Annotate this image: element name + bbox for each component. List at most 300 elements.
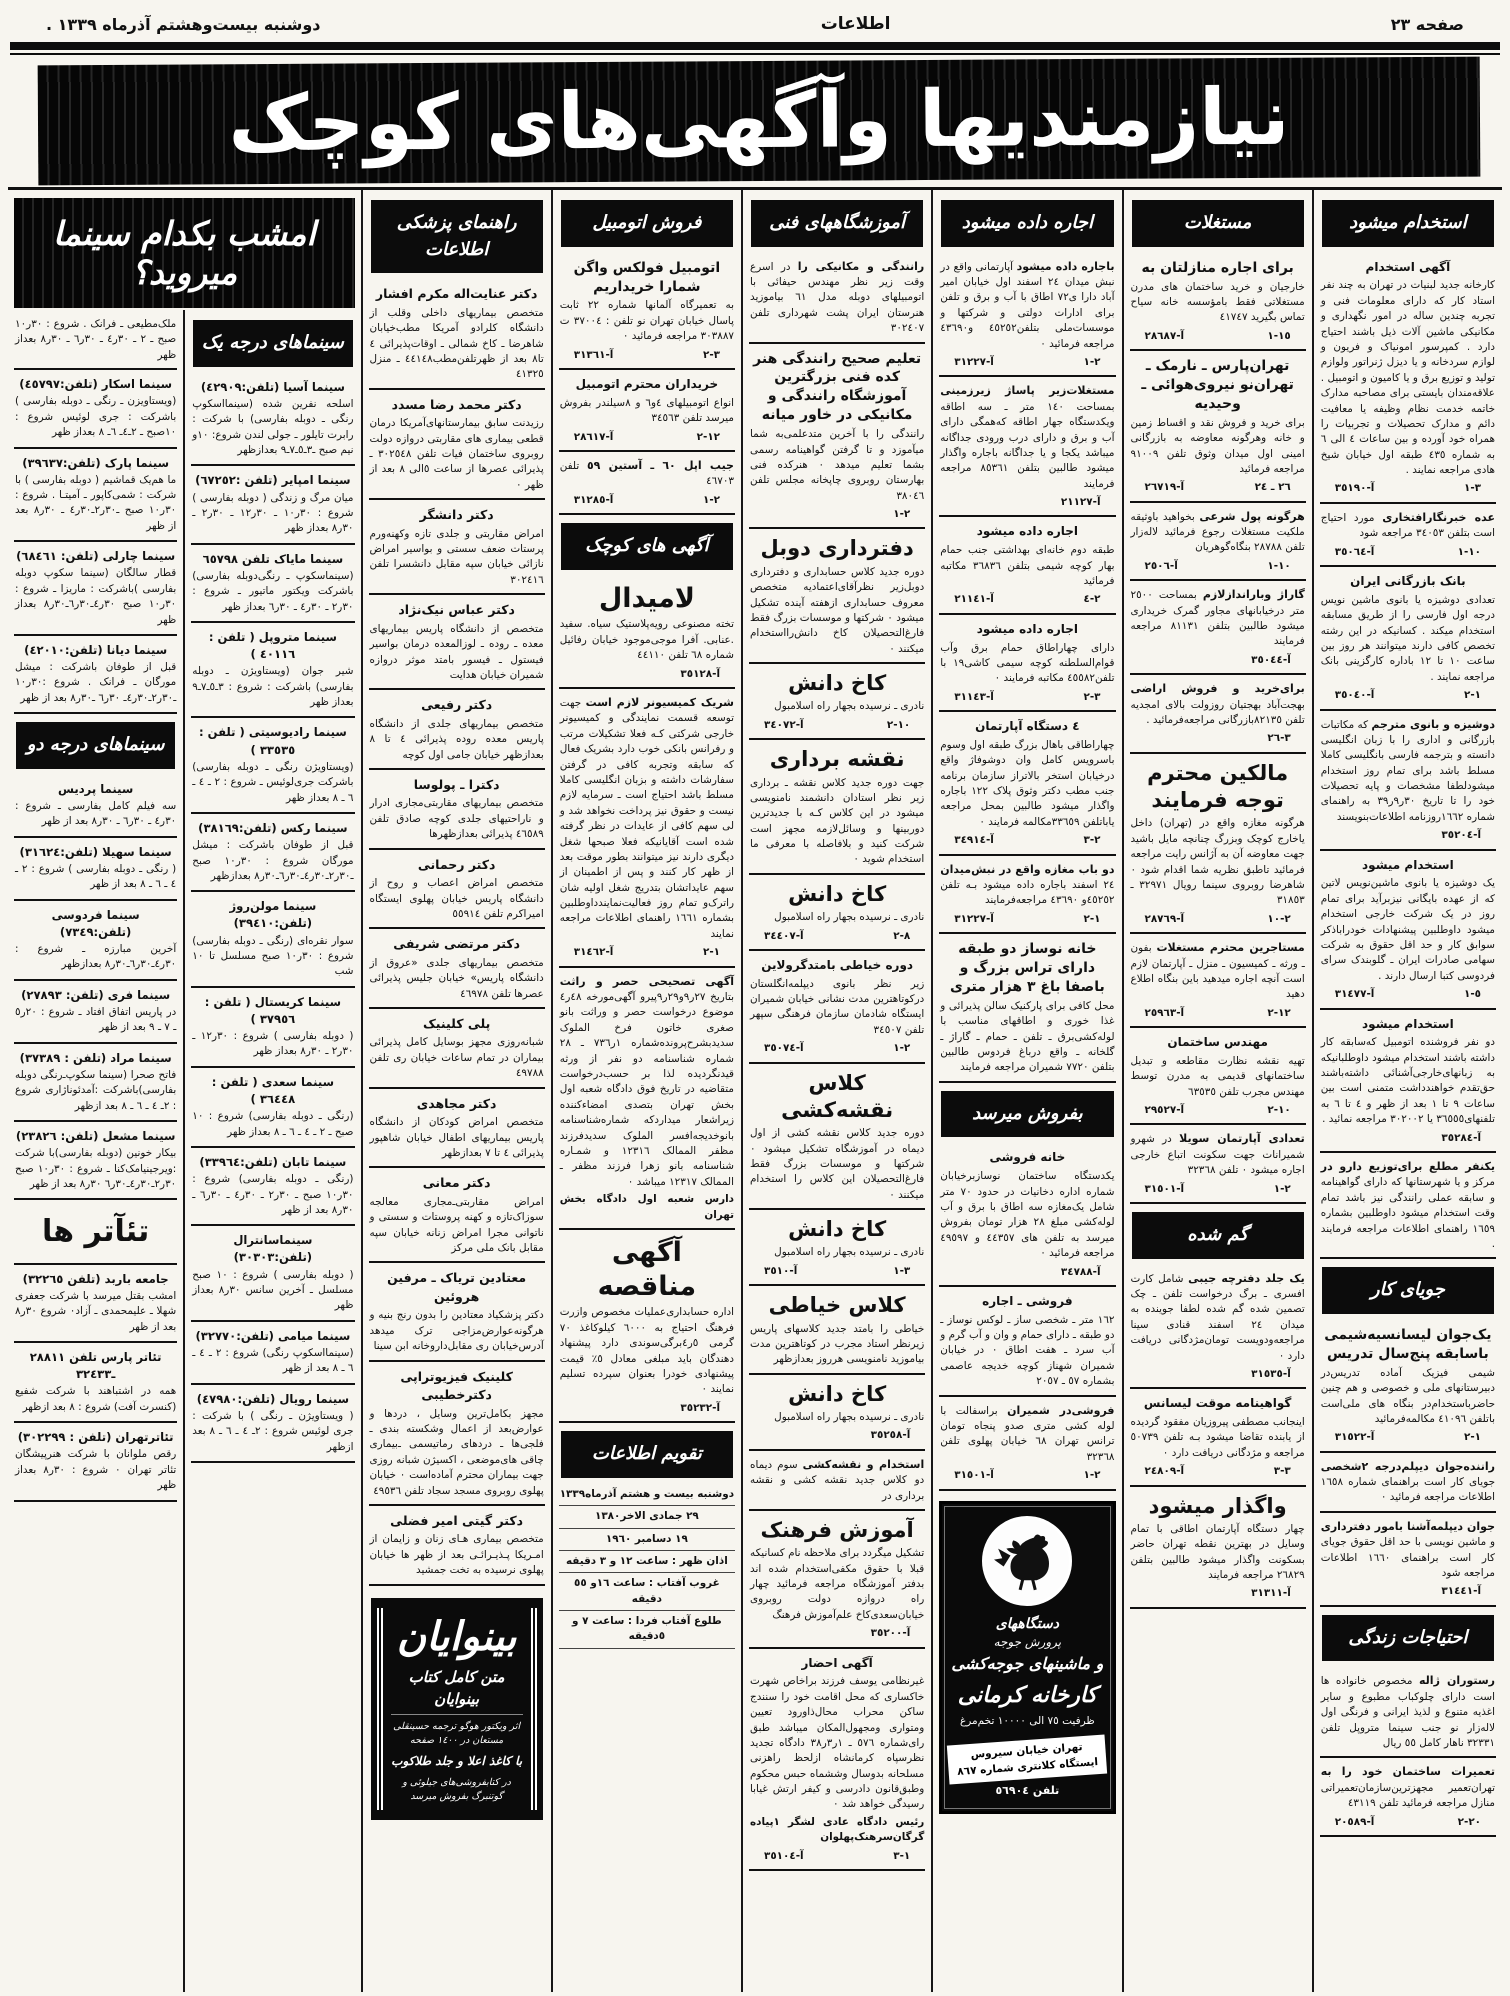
classified-ad (1320, 1513, 1496, 1607)
ad-code-row (1321, 545, 1495, 560)
ad-code: آ-٣٤٤٠٧ (764, 929, 804, 942)
cinema-banner-title: امشب بکدام سینما میروید؟ (52, 214, 316, 292)
ad-title: جوان دیپلمه‌آشنا بامور دفترداری (1320, 1519, 1495, 1533)
cinema-name-line (192, 724, 353, 758)
cinema-film-info: سه فیلم کامل بفارسی ـ شروع : ٣٠ر٤ ـ ٣٠ر٦ ـ ٣٠ر٨ بعد از ظهر (15, 800, 177, 828)
ad-line: دستگاههای (995, 1615, 1059, 1632)
classified-ad (749, 1064, 925, 1211)
ad-body: سوم دیماه دو کلاس جدید نقشه کشی و نقشه برداری در (750, 1458, 925, 1502)
ad-code: آ-٣٥٢٠٤ (1441, 829, 1481, 842)
doctor-listing (369, 500, 545, 595)
book-subtitle: متن کامل کتاب بینوایان (391, 1666, 523, 1715)
cinema-name: سینما فری (107, 987, 171, 1002)
cinema-name: سینما مولن‌روژ (229, 899, 317, 914)
ad-title: کلینیک فیزیوتراپی دکترخطیبی (400, 1368, 513, 1403)
doctor-listing (369, 279, 545, 389)
classified-ad (559, 689, 735, 968)
ad-code-row (1131, 1367, 1305, 1382)
ad-code-row (560, 430, 734, 445)
calendar-line: اذان ظهر : ساعت ١٢ و ٣ دقیقه (559, 1551, 735, 1573)
newspaper-column-cinemas-first-class (185, 310, 360, 1992)
ad-code-row (560, 667, 734, 682)
cinema-name-line (192, 551, 353, 568)
ad-body: به تعمیرگاه آلمانها شماره ٢٢ ثابت پاسال خیابان تهران نو تلفن : ٣٧٠٠٤ ت ٣٠٣٨٨٧ مراجعه فرمائید ٠ (559, 299, 734, 343)
ad-code: آ-٣٤٧٨٨ (1060, 1265, 1101, 1278)
cinema-name: سینما رادیوسیتی (248, 725, 347, 740)
cinema-phone: ( تلفن : ٣٧٩٥٦ ) (204, 994, 296, 1026)
cinema-film-info: (ویستاویژن رنگی ـ دوبله بفارسی) باشرکت جری‌لوئیس ـ شروع : ٢ ـ ٤ ـ ٦ ـ ٨ بعداز ظهر (192, 760, 354, 804)
cinema-phone: (تلفن:٣٨١٦٩) (198, 820, 277, 835)
ad-title: واگذار میشود (1148, 1493, 1287, 1518)
cinema-name-line (192, 994, 353, 1028)
ad-title: اتومبیل فولکس واگن شمارا خریداریم (573, 259, 721, 295)
ad-body: غیرنظامی یوسف فرزند براخاص شهرت خاکساری که محل اقامت خود را سنندج ساکن محراب محال‌ذاورود تعیین ومتواری ومجهول‌المکان میباشد طبق رای‌شماره ٥٧٦ ـ ١ر٣ر٣٨ دادگاه تجدید نظرسپاه کرمانشاه ازلحظ راهزنی مسلحانه بدوسال وششماه حبس محکوم وطبق‌قانون دادرسی و کیفر ارتش غیابا رسیدگی خواهد شد ٠ (750, 1675, 925, 1811)
ad-title: کلاس خیاطی (768, 1293, 906, 1318)
cinema-entry (191, 1068, 354, 1148)
ad-body: نادری ـ نرسیده بجهار راه اسلامبول (774, 1411, 925, 1424)
cinema-film-info: (سینماسکوپ ـ رنگی‌دوبله بفارسی) باشرکت ویکتور ماتیور ـ شروع : ٣٠ر٢ ـ ٣٠ر٤ ـ ٣٠ر٦ بعداز ظهر (192, 569, 354, 613)
ad-title: دکتر محمد رضا مسدد (391, 396, 522, 412)
doctor-listing (369, 595, 545, 690)
classified-ad (749, 344, 925, 530)
ad-body: دوره جدید کلاس نقشه کشی از اول دیماه در آموزشگاه تشکیل میشود ٠ شرکتها و موسسات بزرگ فقط فارغ‌التحصیلان این کلاس را استخدام میکنند ٠ (750, 1127, 925, 1201)
ad-body: متخصص امراض کودکان از دانشگاه پاریس بیماریهای اطفال خیابان شاهپور پذیرائی ٤ تا ٧ بعدازظهر (369, 1116, 544, 1159)
ad-title: یک‌جوان لیسانسیه‌شیمی باسابقه پنج‌سال تدریس (1324, 1326, 1492, 1362)
ad-code-row (1321, 1584, 1495, 1599)
cinema-banner (14, 198, 355, 308)
ad-body: خارجیان و خرید ساختمان های مدرن مستغلاتی فقط بامؤسسه خانه سیاح تماس بگیرید ٤١٧٤٧ (1130, 280, 1305, 324)
ad-run-count: ٣-٢٦ (1267, 732, 1291, 745)
doctor-listing (369, 929, 545, 1009)
cinema-film-info: امشب بقتل میرسد با شرکت جعفری شهلا ـ علیمحمدی ـ آزاد٠ شروع ٣٠ر٨ بعد از ظهر (15, 1290, 177, 1333)
ad-body: متخصص بیماریهای داخلی وقلب از دانشگاه کلرادو آمریکا مطب‌خیابان شاهرضا ـ کاخ شمالی ـ اوقات‌پذیرائی ٤ تا٨ بعد از ظهرتلفن‌مطب٤٤١٤٨ ـ منزل ٤١٣٢٥ (369, 306, 544, 381)
classified-ad (749, 664, 925, 740)
cinema-phone: (تلفن: ٢٧٨٩٣) (21, 987, 104, 1002)
ad-code-row (940, 495, 1114, 510)
ad-run-count: ١-٢ (1083, 912, 1101, 925)
cinema-name: سینما پردیس (57, 781, 134, 796)
ad-code: آ-٣١٥٢٢ (1334, 1431, 1375, 1444)
cinema-entry (14, 370, 177, 448)
cinema-entry (191, 1148, 354, 1226)
cinema-name-line (192, 898, 353, 932)
ad-code-row (1131, 1006, 1305, 1021)
cinema-name: جامعه باربد (104, 1271, 169, 1286)
cinema-phone: (تلفن:٣٣٩٦٤) (199, 1154, 278, 1169)
ad-code: آ-٣١٥٣٥ (1251, 1367, 1291, 1380)
ad-body: یکدستگاه ساختمان نوسازبرخیابان شماره اداره دخانیات در حدود ٧٠ متر شامل یک‌مغازه سه اطاق با برق و آب لوله‌کشی مبلغ ٢٨ هزار تومان بفروش میرسد به تلفن های ٤٤٣٥٧ و ٤٩٥٩٧ مراجعه فرمائید ٠ (940, 1170, 1115, 1260)
ad-title: خانه نوساز دو طبقه دارای تراس بزرگ و باصفا باغ ٣ هزار متری (950, 941, 1105, 995)
ad-code: آ-٣٥١٩٠ (1334, 482, 1375, 495)
cinema-name-line (192, 1232, 353, 1266)
ad-code: آ-٣٥١٠٤ (764, 1849, 804, 1862)
ad-code: آ-٣٥٢٠٠ (870, 1627, 911, 1640)
ad-title: تعمیرات ساختمان خود را به (1320, 1765, 1495, 1779)
ad-title: دکتر رفیعی (421, 697, 493, 713)
cinema-name: سینما سعدی (261, 1074, 334, 1089)
book-binding-line: با کاغذ اعلا و جلد طلاکوب (391, 1754, 523, 1769)
ad-code-row (1131, 731, 1305, 746)
ad-title: آگهی احضار (801, 1655, 873, 1670)
classified-ad (1130, 581, 1306, 675)
classified-ad (749, 1210, 925, 1286)
cinema-entry (14, 636, 177, 714)
calendar-line: دوشنبه بیست و هشتم آذرماه١٣٣٩ (559, 1484, 735, 1506)
ad-code: آ-٣١٥٠١ (954, 1469, 994, 1482)
section-header: سینماهای درجه دو (16, 722, 175, 769)
calendar-line: ١٩ دسامبر ١٩٦٠ (559, 1529, 735, 1551)
doctor-listing (369, 1009, 545, 1089)
cinema-name: سینما امپایر (281, 473, 351, 488)
ad-code: آ-٣٥٠٤٤ (1251, 653, 1291, 666)
book-title: بینوایان (396, 1613, 517, 1660)
ad-title: برای اجاره منازلتان به (1141, 259, 1294, 276)
ad-code: آ-٣٥٠٤٠ (1334, 689, 1375, 702)
calendar-line: طلوع آفتاب فردا : ساعت ٧ و ٥دقیقه (559, 1611, 735, 1649)
ad-code-row (1321, 1430, 1495, 1445)
cinema-phone: (تلفن: ٦٨٤٦١) (16, 549, 99, 564)
doctor-listing (369, 850, 545, 930)
cinema-entry (191, 814, 354, 892)
ad-body: جهت توسعه قسمت نمایندگی و کمیسیونر خارجی شرکتی کـه فعلا تشکیلات مرتب و رفرانس بانکی خوب دارد بشریک فعال که سابقه وتجربه کافی در گرفتن سفارشات داشته و بزبان انگلیسی کاملا مسلط باشد احتیاج است ـ سرمایه لازم نیست و حقوق نیز پرداخت نخواهد شد و لی سهم کافی از عایدات در نظر گرفته شده است آقایانیکه فعلا صبحها شغل دیگری دارند نیز میتوانند بطور موقت بعد از ظهر کار کنند و پس از اطمینان از سهم عایداتشان بتدریج شغل اولیه شان راترک‌و تمام روز فعالیت‌نمایندداوطلبین بشماره ١٦٦١ راهنمای اطلاعات مراجعه نمایند (559, 697, 734, 940)
cinema-phone: (تلفن ٣٢٢٦٥) (22, 1271, 101, 1286)
cinema-film-info: آخرین مبارزه ـ شروع : ٣٠ر٤ـ٣٠ر٦ـ٣٠ر٨ بعدازظهر (15, 943, 177, 971)
ad-title: دکتر دانشگر (419, 507, 494, 523)
ad-code-row (1131, 559, 1305, 574)
ad-code-row (1131, 1103, 1305, 1118)
ad-body: که مکاتبات بازرگانی و اداری را با زبان انگلیسی دانسته و بترجمه فارسی بانگلیسی کاملا مسلط باشد برای تمام روز استخدام میشودلطفا مشخصات و پایه تحصیلات خود را تا تاریخ ٣٠ر٩ر٣٩ به راهنمای شماره ١٦٦٢روزنامه اطلاعات‌بنویسند (1320, 718, 1495, 823)
ad-code: آ-٢٦٧١٩ (1144, 481, 1185, 494)
classified-ad (939, 253, 1115, 378)
ad-code: آ-٢٥٩٦٣ (1144, 1006, 1185, 1019)
cinema-entry (191, 1226, 354, 1321)
classified-ad (1320, 1153, 1496, 1259)
section-header: احتیاجات زندگی (1322, 1615, 1494, 1662)
ad-body: متخصص بیماریهای مقاربتی‌مجاری ادرار و ناراحتیهای جلدی کوچه صادق تلفن ٤٦٥٨٩ پذیرائی بعدازظهرها (369, 797, 544, 841)
ad-code-row (1131, 912, 1305, 927)
ad-code: آ-٢١١٤١ (954, 593, 994, 606)
cinema-entry (191, 1385, 354, 1463)
ad-title: دو باب مغازه واقع در نبش‌میدان (940, 862, 1115, 876)
ad-title: پلی کلینیک (422, 1015, 491, 1031)
book-ad-inner (377, 1608, 537, 1810)
section-header: بفروش میرسد (941, 1091, 1113, 1138)
ad-title: اجاره داده میشود (976, 621, 1079, 636)
ad-title: دکتر گیتی امیر فضلی (390, 1512, 524, 1528)
cinema-name-line (15, 987, 176, 1004)
ad-title: برای‌خرید و فروش اراضی (1130, 682, 1305, 696)
classified-ad (559, 968, 735, 1230)
cinema-name-line (192, 379, 353, 396)
cinema-phone: (تلفن:٤٥٧٩٧) (19, 377, 98, 392)
classified-ad (1130, 934, 1306, 1028)
ad-title: خریداران محترم اتومبیل (575, 376, 719, 391)
classified-ad (1320, 1667, 1496, 1758)
ad-title: اجاره داده میشود (976, 524, 1079, 539)
cinema-phone: (تلفن:٤٢٩٠٩) (200, 379, 280, 394)
cinema-name-line (15, 376, 176, 393)
ad-body: کارخانه جدید لبنیات در تهران به چند نفر استاد کار که دارای معلومات فنی و تجربه چندین ساله در امور نگهداری و مکانیکی ماشین آلات ذیل باشند احتیاج دارد . کمپرسور امونیاک و فریون و لوازم سردخانه و یا دیزل ژنراتور ولوازم تولید و توزیع برق و یا کامیون و اتومبیل . علاقه‌مندان بایستی برای مصاحبه مدارک خاتمه خدمت نظام وظیفه یا معافیت دائم و مدارک تحصیلات و تجربیات را همراه خود آورده و بین ساعات ٤ الی ٦ به شماره ٤٣٥ طبقه اول خیابان شیخ هادی مراجعه نمایند . (1320, 279, 1495, 477)
ad-title: دوره خیاطی بامتدگرولاین (761, 957, 914, 972)
cinema-entry (191, 623, 354, 718)
classified-ad (1130, 1125, 1306, 1204)
cinema-name-line (15, 548, 176, 565)
cinema-name: تئاترتهران (115, 1430, 174, 1445)
classified-ad (939, 712, 1115, 855)
cinema-entry (191, 892, 354, 987)
ad-body: زیر نظر بانوی دیپلمه‌انگلستان درکوتاهترین مدت نشانی خیابان شمیران ایستگاه شادمان سازمان فرهنگی سپهر تلفن ٣٤٥٠٧ (750, 977, 925, 1036)
doctor-listing (369, 1362, 545, 1506)
doctor-listing (369, 1263, 545, 1361)
ad-body: اینجانب مصطفی پیروزیان مفقود گردیده از یابنده تقاضا میشود بـه تلفن ٥٠٧٣٩ مراجعه و مژدگانی دریافت دارد ٠ (1130, 1416, 1305, 1459)
ad-body: جهت دوره جدید کلاس نقشه ـ برداری زیر نظر استادان دانشمند نامنویسی میشود در این کلاس کـه با جدیدترین دوربینها و وسائل‌لازمه مجهز است شرکت کنید و بلافاصله با معرفی ما استخدام شوید ٠ (750, 776, 925, 866)
address-strip: تهران خیابان سیروس ایستگاه کلانتری شماره ٨٦٧ (947, 1734, 1108, 1784)
ad-code-row (750, 1264, 924, 1279)
ad-run-count: ٢٠-٢ (1457, 1815, 1481, 1828)
section-header: آگهی های کوچک (561, 523, 733, 570)
ad-run-count: ٣-١ (1463, 482, 1481, 495)
cinema-entry (14, 1122, 177, 1200)
ad-run-count: ١٠-٢ (1267, 1103, 1291, 1116)
ad-title: یک جلد دفترچه جیبی (1188, 1271, 1305, 1285)
ad-title: یکنفر مطلع برای‌توزیع دارو در (1320, 1159, 1495, 1173)
cinema-name: سینماسانترال (233, 1233, 313, 1248)
theaters-heading: تئآتر ها (14, 1200, 177, 1264)
ad-run-count: ١٠-١ (1267, 559, 1291, 572)
ad-code: آ-٣٥٠٦٤ (1334, 545, 1375, 558)
calendar-header: تقویم اطلاعات (561, 1431, 733, 1478)
page-date: دوشنبه بیست‌وهشتم آذرماه ١٣٣٩ . (46, 15, 321, 34)
ad-body: تهیه نقشه نظارت مقاطعه و تبدیل ساختمانهای قدیمی به مدرن توسط مهندس مجرب تلفن ٦٣٥٣٥ (1130, 1054, 1305, 1098)
ad-body: مورد احتیاج است بتلفن ٣٤٠٥٣ مراجعه شود (1320, 511, 1495, 540)
ad-body: بتاریخ ٢٧ر٩و٢٩ر٩پیرو آگهی‌مورخه ٤٨ر٤ موضوع درخواست حصر و وراثت بانو صغری خاتون فرخ الملوک سدیدبشرح‌پرونده‌شماره ١ر٧٣٦ ـ ٢٨ شماره شناسنامه دو نفر از ورثه قیدنگردیده لذا بر حسب‌درخواست متقاضیه در تاریخ فوق دادگاه شعبه اول بخش تهران بتصدی امضاءکننده زیراشعار میداردکه شماره‌شناسنامه بانوخدیجه‌افسر الملوک سدیدفرزند مظفر الممالک ١٢٣١٦ و شمـاره شناسنامه بانو زهرا فرزند مظفر ـ الممالک ١٢٣١٧ میباشد ٠ (559, 991, 734, 1188)
ad-body: آپارتمانی واقع در نبش میدان ٢٤ اسفند اول خیابان امیر آباد دارا ی٧٢ اطاق با آب و برق و تلفن برای ادارات دولتی و شرکتها و موسسات‌ملی بتلفن٤٥٢٥٢ و٤٣٦٩٠ مراجعه فرمائید ٠ (940, 260, 1115, 350)
ad-code-row (560, 493, 734, 508)
cinema-film-info: رقص ملوانان با شرکت هنرپیشگان تئاتر تهران ٠ شروع : ٣٠ر٨ بعداز ظهر (15, 1448, 177, 1492)
ad-run-count: ٣-٢ (1083, 690, 1101, 703)
cinema-name-line (192, 1154, 353, 1171)
ad-run-count: ٢-١ (1273, 1182, 1291, 1195)
cinema-entry (14, 1343, 177, 1423)
ad-title: دوشیزه و بانوی مترجم (1371, 717, 1495, 731)
capacity-line: ظرفیت ٧٥ الی ١٠٠٠٠ تخم‌مرغ (960, 1715, 1095, 1728)
ad-code-row (750, 718, 924, 733)
cinema-phone: (تلفن : ٣٠٢٢٩٩) (17, 1430, 112, 1445)
ad-code-row (560, 348, 734, 363)
ad-title: معتادین تریاک ـ مرفین هروئین (387, 1270, 527, 1304)
classified-ad (559, 576, 735, 689)
ad-run-count: ٨-٢ (893, 929, 911, 942)
classified-ad (559, 1230, 735, 1423)
calendar-box (559, 1431, 735, 1649)
classified-ad (1320, 504, 1496, 567)
ad-code: آ-٣٥١٢٨ (680, 667, 720, 680)
cinema-phone: تلفن ٦٥٧٩٨ (202, 551, 270, 566)
ad-body: مخصوص خانواده ها است دارای چلوکباب مطبوع و سایر اغذیه متنوع و لذیذ ایرانی و فرنگی اول لاله‌زار نو جنب سینما متروپل تلفن ٣٢٣٣١ ناهار کامل ٥٥ ریال (1320, 1675, 1495, 1749)
cinema-entry (14, 901, 177, 981)
ad-code-row (1321, 987, 1495, 1002)
ad-code: آ-٣١٤٧٧ (1334, 988, 1375, 1001)
ad-title: استخدام و نقشه‌کشی (802, 1457, 925, 1471)
cinema-name: سینما کریستال (254, 994, 341, 1009)
book-seller-line: در کتابفروشی‌های جیلوئی و گوتنبرگ بفروش میرسد (402, 1776, 511, 1802)
cinema-film-info: ( دوبله بفارسی ) شروع : ١٠ صبح مسلسل ـ آخرین سانس ٣٠ر٨ بعداز ظهر (192, 1268, 354, 1312)
cinema-name: سینما رویال (279, 1391, 349, 1406)
cinema-film-info: قبل از طوفان باشرکت : میشل مورگان شروع : ٣٠ر١٠ صبح ـ٣٠ر٢ـ٣٠ر٤ـ٣٠ر٦ـ٣٠ر٨ بعدازظهر (192, 839, 354, 882)
cinema-phone: (تلفن: ٢٣٨٢٦) (15, 1129, 99, 1144)
ad-code-row (940, 1265, 1114, 1280)
cinema-film-info: (سینمااسکوپ رنگی) شروع : ٢ ـ ٤ ـ ٦ ـ ٨ بعد از ظهر (192, 1346, 354, 1375)
classified-ad (939, 1143, 1115, 1286)
ad-body: مرکز و یا شهرستانها که دارای گواهینامه و سابقه عملی رانندگی نیز باشد تمام وقت استخدام میشود داوطلبین بشماره ١٦٥٩ راهنمای اطلاعات مراجعه فرمایند . (1320, 1176, 1495, 1250)
cinema-entry (14, 1265, 177, 1343)
classified-ad (749, 1451, 925, 1511)
cinema-name-line (15, 844, 176, 861)
ad-code: آ-٢٠٥٨٩ (1334, 1815, 1375, 1828)
classified-ad (749, 253, 925, 344)
ad-body: متخصص بیماریهای جلدی «عروق از دانشگاه پاریس» خیابان جلیس پذیرائی عصرها تلفن ٤٦٩٧٨ (369, 956, 544, 1000)
ad-code: آ-٣١٤٦٢ (573, 946, 614, 959)
classified-ad (559, 452, 735, 515)
cinema-columns (8, 310, 361, 1992)
cinema-name: سینما پارک (104, 455, 170, 470)
ad-code-row (1321, 1815, 1495, 1830)
cinema-name-line (192, 629, 353, 663)
ad-code-row (750, 1626, 924, 1641)
brand-name: کارخانه کرمانی (957, 1682, 1097, 1708)
ad-title: لامیدال (598, 582, 695, 614)
ad-code: آ-٣١٢٢٧ (954, 355, 994, 368)
ad-body: امراض مقاربتی‌ـ‌مجاری معالجه سوزاک‌تازه و کهنه پروستات و سستی و ناتوانی مجرا امراض زنانه خیابان سپه مقابل بانک ملی مرکز (369, 1195, 544, 1254)
ad-code: آ-٣١٢٢٧ (954, 912, 994, 925)
classified-ad (749, 740, 925, 875)
cinema-film-info: میان مرگ و زندگی ( دوبله بفارسی ) شروع : ٣٠ر١٠ ـ ٣٠ر١٢ ـ ٣٠ر٢ ـ ٣٠ر٨ بعداز ظهر (192, 491, 354, 535)
classified-ad (1320, 567, 1496, 710)
calendar-line: غروب آفتاب : ساعت ١٦و ٥٥ دقیقه (559, 1573, 735, 1611)
ad-code-row (940, 355, 1114, 370)
ad-body: بمساحت ١٤٠ متر ـ سه اطاقه ویکدستگاه جهار اطاقه که‌همگی دارای آب و برق و دارای درب ورودی جداگانه میباشد یکجا و یا جداگانه باجاره واگذار میشود طالبین بتلفن ٨٥٣٦١ مراجعه فرمایند (940, 400, 1115, 490)
ad-code-row (1321, 481, 1495, 496)
cinema-phone: (تلفن:٧٣٤٩) (59, 924, 132, 939)
classified-ad (749, 1649, 925, 1871)
ad-code: آ-٢٩٥٢٧ (1144, 1103, 1185, 1116)
ad-code: آ-٢٨٦١٧ (573, 430, 614, 443)
page-number: صفحه ٢٣ (1390, 15, 1464, 34)
cinema-entry (191, 988, 354, 1068)
classified-ad (939, 1397, 1115, 1491)
book-boxed-ad (371, 1598, 543, 1820)
cinema-name-line (192, 1328, 353, 1345)
cinema-entry (14, 981, 177, 1044)
ad-body: ٢٤ اسفند باجاره داده میشود بـه تلفن ٤٥٢٥٢و ٤٣٦٩٠ مراجعه‌فرمایند (940, 878, 1115, 907)
cinema-name-line (15, 781, 176, 798)
ad-body: شبانه‌روزی مجهز بوسایل کامل پذیرائی بیماران در تمام ساعات خیابان ری تلفن ٤٩٧٨٨ (369, 1036, 544, 1080)
ad-code: آ-٣٥٠٧٤ (764, 1042, 804, 1055)
ad-run-count: ١-٢ (1463, 689, 1481, 702)
rooster-icon (994, 1528, 1060, 1594)
ad-signature: دارس شعبه اول دادگاه بخش تهران (559, 1193, 734, 1221)
ad-title: تهران‌پارس ـ نارمک ـ تهران‌نو نیروی‌هوائی ـ وحیدیه (1141, 358, 1294, 412)
cinema-name: سینما رکس (280, 820, 348, 835)
cinema-entry (191, 1322, 354, 1385)
cinema-phone: (تلفن:٣٠٣٠٣) (233, 1250, 313, 1265)
cinema-entry (14, 542, 177, 636)
ad-code-row (560, 945, 734, 960)
ad-body: جویای کار است براهنمای شماره ١٦٥٨ اطلاعات مراجعه فرمائید ٠ (1320, 1476, 1495, 1504)
ad-title: جیب اپل ٦٠ ـ آستین ٥٩ (586, 458, 734, 472)
ad-code-row (1131, 1586, 1305, 1601)
ad-run-count: ٢-١٠ (1267, 912, 1291, 925)
cinema-name: تئاتر پارس (101, 1350, 162, 1365)
ad-title: گواهینامه موقت لیسانس (1143, 1396, 1292, 1411)
ad-title: راننده‌جوان دیپلم‌درجه ٢شخصی (1320, 1459, 1495, 1473)
cinema-name-line (15, 1050, 176, 1067)
ad-title: دکتر مرتضی شریفی (393, 936, 521, 952)
ad-title: دکترا ـ پولوسا (413, 776, 500, 792)
cinema-name: سینما سهیلا (102, 844, 172, 859)
doctor-listing (369, 1089, 545, 1169)
ad-code: آ-٣١١٤٣ (954, 690, 994, 703)
cinema-entry (191, 545, 354, 623)
classified-ad (1320, 851, 1496, 1010)
ad-code-row (1131, 1464, 1305, 1479)
ad-body: دو نفر فروشنده اتومبیل که‌سابقه کار داشته باشند استخدام میشود داوطلبانیکه به زبانهای‌خارجی‌آشنائی داشته‌باشند حق‌تقدم خواهندداشت متمنی است بین ساعات ٩ تا ١ بعد از ظهر و ٤ تا ٦ به تلفنهای٣٦٥٥٥ یا ٣٠٢٠٠٢ مراجعه نمائید . (1320, 1036, 1495, 1126)
ad-body: دکتر پزشکیاد معتادین را بدون رنج بنیه و هرگونه‌عوارض‌مزاجی ترک میدهد آدرس‌خیابان ری مقابل‌داروخانه ابن سینا (369, 1309, 544, 1353)
cinema-continued-listing: ملک‌مطیعی ـ فرانک . شروع : ٣٠ر١٠ صبح ـ ٢ ـ ٣٠ر٤ ـ ٣٠ر٦ ـ ٣٠ر٨ بعداز ظهر (14, 312, 177, 370)
newspaper-name: اطلاعات (820, 14, 891, 34)
cinema-name: سینما دیانا (106, 642, 168, 657)
calendar-line: ٢٩ جمادی الاخر١٣٨٠ (559, 1506, 735, 1528)
cinema-phone: (تلفن:٣٢٧٧٠) (195, 1328, 274, 1343)
ad-code: آ-٣٥٢٥٨ (870, 1429, 911, 1442)
ad-title: کاخ دانش (788, 881, 887, 906)
cinema-phone: (تلفن:٣١٦٢٤) (19, 844, 99, 859)
cinema-film-info: (رنگی ـ دوبله بفارسی) شروع : ٣٠ر١٠ صبح ـ ٣٠ر٢ ـ ٣٠ر٤ ـ ٣٠ر٦ ـ ٣٠ر٨ بعد از ظهر (192, 1173, 354, 1216)
doctor-listing (369, 1506, 545, 1586)
cinema-film-info: (ویستاویزن ـ رنگی ـ دوبله بفارسی ) باشرکت : جری لوئیس شروع : ١٠صبح ـ ٢ـ٤ـ ٦ـ ٨ بعداز ظهر (15, 395, 177, 439)
ad-run-count: ٢-٣ (1083, 834, 1101, 847)
cinema-film-info: قطار سالگان (سینما سکوپ دوبله بفارسی )باشرکت : ماریزا ـ شروع : ٣٠ر١٠ صبح ٣٠ر٤ـ٣٠ر٦ـ٣٠ر٨ بعداز ظهر (15, 567, 177, 626)
ad-title: دکتر رحمانی (417, 856, 496, 872)
classified-ad (1320, 711, 1496, 851)
classified-ad (1130, 1028, 1306, 1125)
ad-code-row (940, 1468, 1114, 1483)
ad-body: نادری ـ نرسیده بجهار راه اسلامبول (774, 1246, 925, 1259)
ad-body: متخصص امراض اعصاب و روح از دانشگاه پاریس خیابان پهلوی ایستگاه امیراکرم تلفن ٥٥٩١٤ (369, 877, 544, 920)
ad-code: آ-٣١٣٦١ (573, 348, 614, 361)
ad-code: آ-٣٤٩١٤ (954, 834, 994, 847)
ad-title: آگهی مناقصه (597, 1236, 697, 1302)
ad-title: فروشی ـ اجاره (982, 1293, 1073, 1308)
ad-body: متخصص از دانشگاه پاریس بیماریهای معده ـ روده ـ لوزالمعده درمان بواسیر فیستول ـ فیسور بامتد موثر دروازه شمیران خیابان هدایت (369, 622, 544, 681)
ad-body: براسفالت با لوله کشی متری صدو پنجاه تومان ترانس تهران ٦٨ خیابان پهلوی تلفن ٣٢٣٦٨ (940, 1404, 1115, 1463)
ad-run-count: ٣-٢ (702, 348, 720, 361)
newspaper-column-technical-schools (743, 190, 933, 1992)
ad-code-row (940, 592, 1114, 607)
cinema-film-info: بیکار خونین (دوبله بفارسی)با شرکت :ویرجینیامک‌کنا ـ شروع : ٣٠ر١٠ صبح ٣٠ر٢ـ٣٠ر٤ـ٣٠ر٦ ٣٠ر٨ بعد از ظهر (15, 1147, 177, 1191)
cinema-phone: (تلفن : ٣٧٣٨٩) (19, 1050, 107, 1065)
cinema-name-line (192, 472, 353, 489)
cinema-phone: (تلفن:٤٢٠١٠) (24, 642, 103, 657)
ad-body: بخواهید باوثیقه ملکیت مستغلات رجوع فرمائید لاله‌زار تلفن ٢٨٧٨٨ بنگاه‌گوهریان (1130, 510, 1305, 554)
ad-title: عده خبرنگارافتخاری (1382, 510, 1495, 524)
cinema-name-line (15, 642, 176, 659)
cinema-entry (14, 449, 177, 543)
ad-title: آگهی استخدام (1365, 259, 1451, 274)
cinema-film-info: ( ویستاویژن ـ رنگی ) با شرکت : جری لوئیس شروع : ٢ـ ٤ ـ ٦ ـ ٨ بعد ازظهر (192, 1409, 354, 1453)
ad-body: تهران‌تعمیر مجهزترین‌سازمان‌تعمیراتی منازل مراجعه فرمائید تلفن ٤٣١١٩ (1320, 1781, 1495, 1810)
ad-title: دفترداری دوبل (760, 536, 914, 561)
